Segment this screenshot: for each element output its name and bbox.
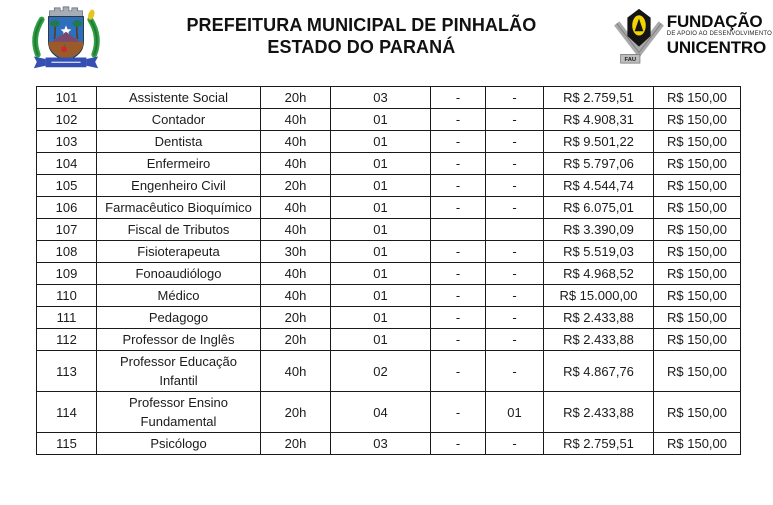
cell-position: Enfermeiro [97, 153, 261, 175]
cell-fee: R$ 150,00 [654, 241, 741, 263]
cell-col-6: 01 [486, 392, 544, 433]
cell-col-5: - [431, 241, 486, 263]
cell-vacancies: 04 [331, 392, 431, 433]
cell-fee: R$ 150,00 [654, 263, 741, 285]
cell-fee: R$ 150,00 [654, 131, 741, 153]
cell-fee: R$ 150,00 [654, 307, 741, 329]
cell-col-6: - [486, 131, 544, 153]
cell-code: 114 [37, 392, 97, 433]
cell-col-6: - [486, 109, 544, 131]
cell-vacancies: 03 [331, 433, 431, 455]
table-row [37, 175, 741, 197]
fau-emblem-icon [613, 7, 665, 67]
cell-col-5: - [431, 153, 486, 175]
cell-fee: R$ 150,00 [654, 219, 741, 241]
cell-fee: R$ 150,00 [654, 329, 741, 351]
cell-vacancies: 02 [331, 351, 431, 392]
cell-position: Professor Educação Infantil [97, 351, 261, 392]
cell-hours: 40h [261, 153, 331, 175]
cell-col-5: - [431, 329, 486, 351]
cell-position: Assistente Social [97, 87, 261, 109]
cell-col-5: - [431, 87, 486, 109]
cell-hours: 20h [261, 433, 331, 455]
cell-col-6: - [486, 433, 544, 455]
cell-salary: R$ 5.519,03 [544, 241, 654, 263]
cell-salary: R$ 15.000,00 [544, 285, 654, 307]
cell-col-6: - [486, 175, 544, 197]
title-line-2: ESTADO DO PARANÁ [267, 37, 456, 57]
cell-vacancies: 03 [331, 87, 431, 109]
cell-position: Engenheiro Civil [97, 175, 261, 197]
cell-col-5: - [431, 307, 486, 329]
cell-code: 101 [37, 87, 97, 109]
table-row [37, 263, 741, 285]
cell-vacancies: 01 [331, 241, 431, 263]
cell-position: Psicólogo [97, 433, 261, 455]
table-row [37, 197, 741, 219]
cell-vacancies: 01 [331, 197, 431, 219]
cell-col-5: - [431, 175, 486, 197]
fau-unicentro-logo [613, 3, 772, 67]
cell-code: 112 [37, 329, 97, 351]
cell-fee: R$ 150,00 [654, 392, 741, 433]
document-title [110, 3, 613, 58]
table-row [37, 351, 741, 392]
cell-position: Professor de Inglês [97, 329, 261, 351]
cell-col-5: - [431, 285, 486, 307]
cell-hours: 40h [261, 219, 331, 241]
cell-col-5: - [431, 433, 486, 455]
cell-position: Pedagogo [97, 307, 261, 329]
cell-salary: R$ 3.390,09 [544, 219, 654, 241]
cell-salary: R$ 9.501,22 [544, 131, 654, 153]
cell-col-6: - [486, 351, 544, 392]
cell-hours: 20h [261, 175, 331, 197]
cell-position: Médico [97, 285, 261, 307]
cell-position: Contador [97, 109, 261, 131]
cell-col-6: - [486, 329, 544, 351]
cell-position: Fonoaudiólogo [97, 263, 261, 285]
cell-code: 110 [37, 285, 97, 307]
cell-salary: R$ 4.968,52 [544, 263, 654, 285]
cell-col-6: - [486, 197, 544, 219]
cell-fee: R$ 150,00 [654, 175, 741, 197]
cell-position: Professor Ensino Fundamental [97, 392, 261, 433]
cell-col-5: - [431, 197, 486, 219]
table-row [37, 433, 741, 455]
municipal-coat-of-arms-icon [22, 3, 110, 75]
fau-name-line: FUNDAÇÃO [666, 12, 763, 31]
title-line-1: PREFEITURA MUNICIPAL DE PINHALÃO [186, 15, 537, 35]
cell-vacancies: 01 [331, 285, 431, 307]
table-row [37, 329, 741, 351]
cell-fee: R$ 150,00 [654, 109, 741, 131]
cell-salary: R$ 2.433,88 [544, 392, 654, 433]
cell-fee: R$ 150,00 [654, 87, 741, 109]
cell-code: 106 [37, 197, 97, 219]
cell-vacancies: 01 [331, 307, 431, 329]
cell-salary: R$ 2.433,88 [544, 307, 654, 329]
cell-col-6: - [486, 153, 544, 175]
cell-col-5 [431, 219, 486, 241]
cell-hours: 40h [261, 263, 331, 285]
cell-fee: R$ 150,00 [654, 433, 741, 455]
cell-code: 102 [37, 109, 97, 131]
cell-code: 103 [37, 131, 97, 153]
cell-position: Fisioterapeuta [97, 241, 261, 263]
fau-logo-text [667, 7, 772, 56]
cell-vacancies: 01 [331, 329, 431, 351]
cell-vacancies: 01 [331, 263, 431, 285]
cell-col-6: - [486, 263, 544, 285]
cell-col-6: - [486, 87, 544, 109]
coat-of-arms-graphic [22, 3, 110, 75]
cell-vacancies: 01 [331, 131, 431, 153]
cell-hours: 40h [261, 351, 331, 392]
cell-hours: 30h [261, 241, 331, 263]
cell-hours: 20h [261, 87, 331, 109]
cell-vacancies: 01 [331, 109, 431, 131]
cell-salary: R$ 4.908,31 [544, 109, 654, 131]
cell-col-6 [486, 219, 544, 241]
table-row [37, 109, 741, 131]
cell-vacancies: 01 [331, 219, 431, 241]
table-row [37, 131, 741, 153]
cell-hours: 40h [261, 197, 331, 219]
cell-fee: R$ 150,00 [654, 197, 741, 219]
cell-col-5: - [431, 109, 486, 131]
document-header [0, 0, 773, 86]
cell-vacancies: 01 [331, 175, 431, 197]
cell-code: 113 [37, 351, 97, 392]
cell-position: Farmacêutico Bioquímico [97, 197, 261, 219]
cell-code: 107 [37, 219, 97, 241]
cell-col-5: - [431, 351, 486, 392]
cell-code: 115 [37, 433, 97, 455]
positions-table-body [37, 87, 741, 455]
cell-hours: 40h [261, 131, 331, 153]
cell-col-5: - [431, 131, 486, 153]
cell-hours: 20h [261, 392, 331, 433]
table-row [37, 307, 741, 329]
cell-salary: R$ 2.759,51 [544, 433, 654, 455]
fau-emblem-label: FAU [624, 57, 636, 64]
fau-unicentro-line: UNICENTRO [666, 38, 767, 57]
cell-fee: R$ 150,00 [654, 153, 741, 175]
cell-position: Fiscal de Tributos [97, 219, 261, 241]
cell-fee: R$ 150,00 [654, 351, 741, 392]
cell-code: 108 [37, 241, 97, 263]
cell-hours: 40h [261, 109, 331, 131]
cell-hours: 20h [261, 307, 331, 329]
cell-col-6: - [486, 241, 544, 263]
cell-col-6: - [486, 285, 544, 307]
cell-col-5: - [431, 263, 486, 285]
cell-code: 109 [37, 263, 97, 285]
table-row [37, 241, 741, 263]
cell-vacancies: 01 [331, 153, 431, 175]
fau-subtitle-line: DE APOIO AO DESENVOLVIMENTO [666, 31, 772, 37]
cell-code: 111 [37, 307, 97, 329]
table-row [37, 153, 741, 175]
cell-code: 104 [37, 153, 97, 175]
cell-salary: R$ 2.759,51 [544, 87, 654, 109]
cell-salary: R$ 5.797,06 [544, 153, 654, 175]
cell-hours: 20h [261, 329, 331, 351]
cell-position: Dentista [97, 131, 261, 153]
cell-salary: R$ 4.544,74 [544, 175, 654, 197]
cell-hours: 40h [261, 285, 331, 307]
positions-table [36, 86, 741, 455]
table-row [37, 285, 741, 307]
cell-fee: R$ 150,00 [654, 285, 741, 307]
cell-salary: R$ 2.433,88 [544, 329, 654, 351]
table-row [37, 219, 741, 241]
cell-code: 105 [37, 175, 97, 197]
cell-salary: R$ 4.867,76 [544, 351, 654, 392]
table-row [37, 87, 741, 109]
cell-col-5: - [431, 392, 486, 433]
table-row [37, 392, 741, 433]
cell-col-6: - [486, 307, 544, 329]
cell-salary: R$ 6.075,01 [544, 197, 654, 219]
